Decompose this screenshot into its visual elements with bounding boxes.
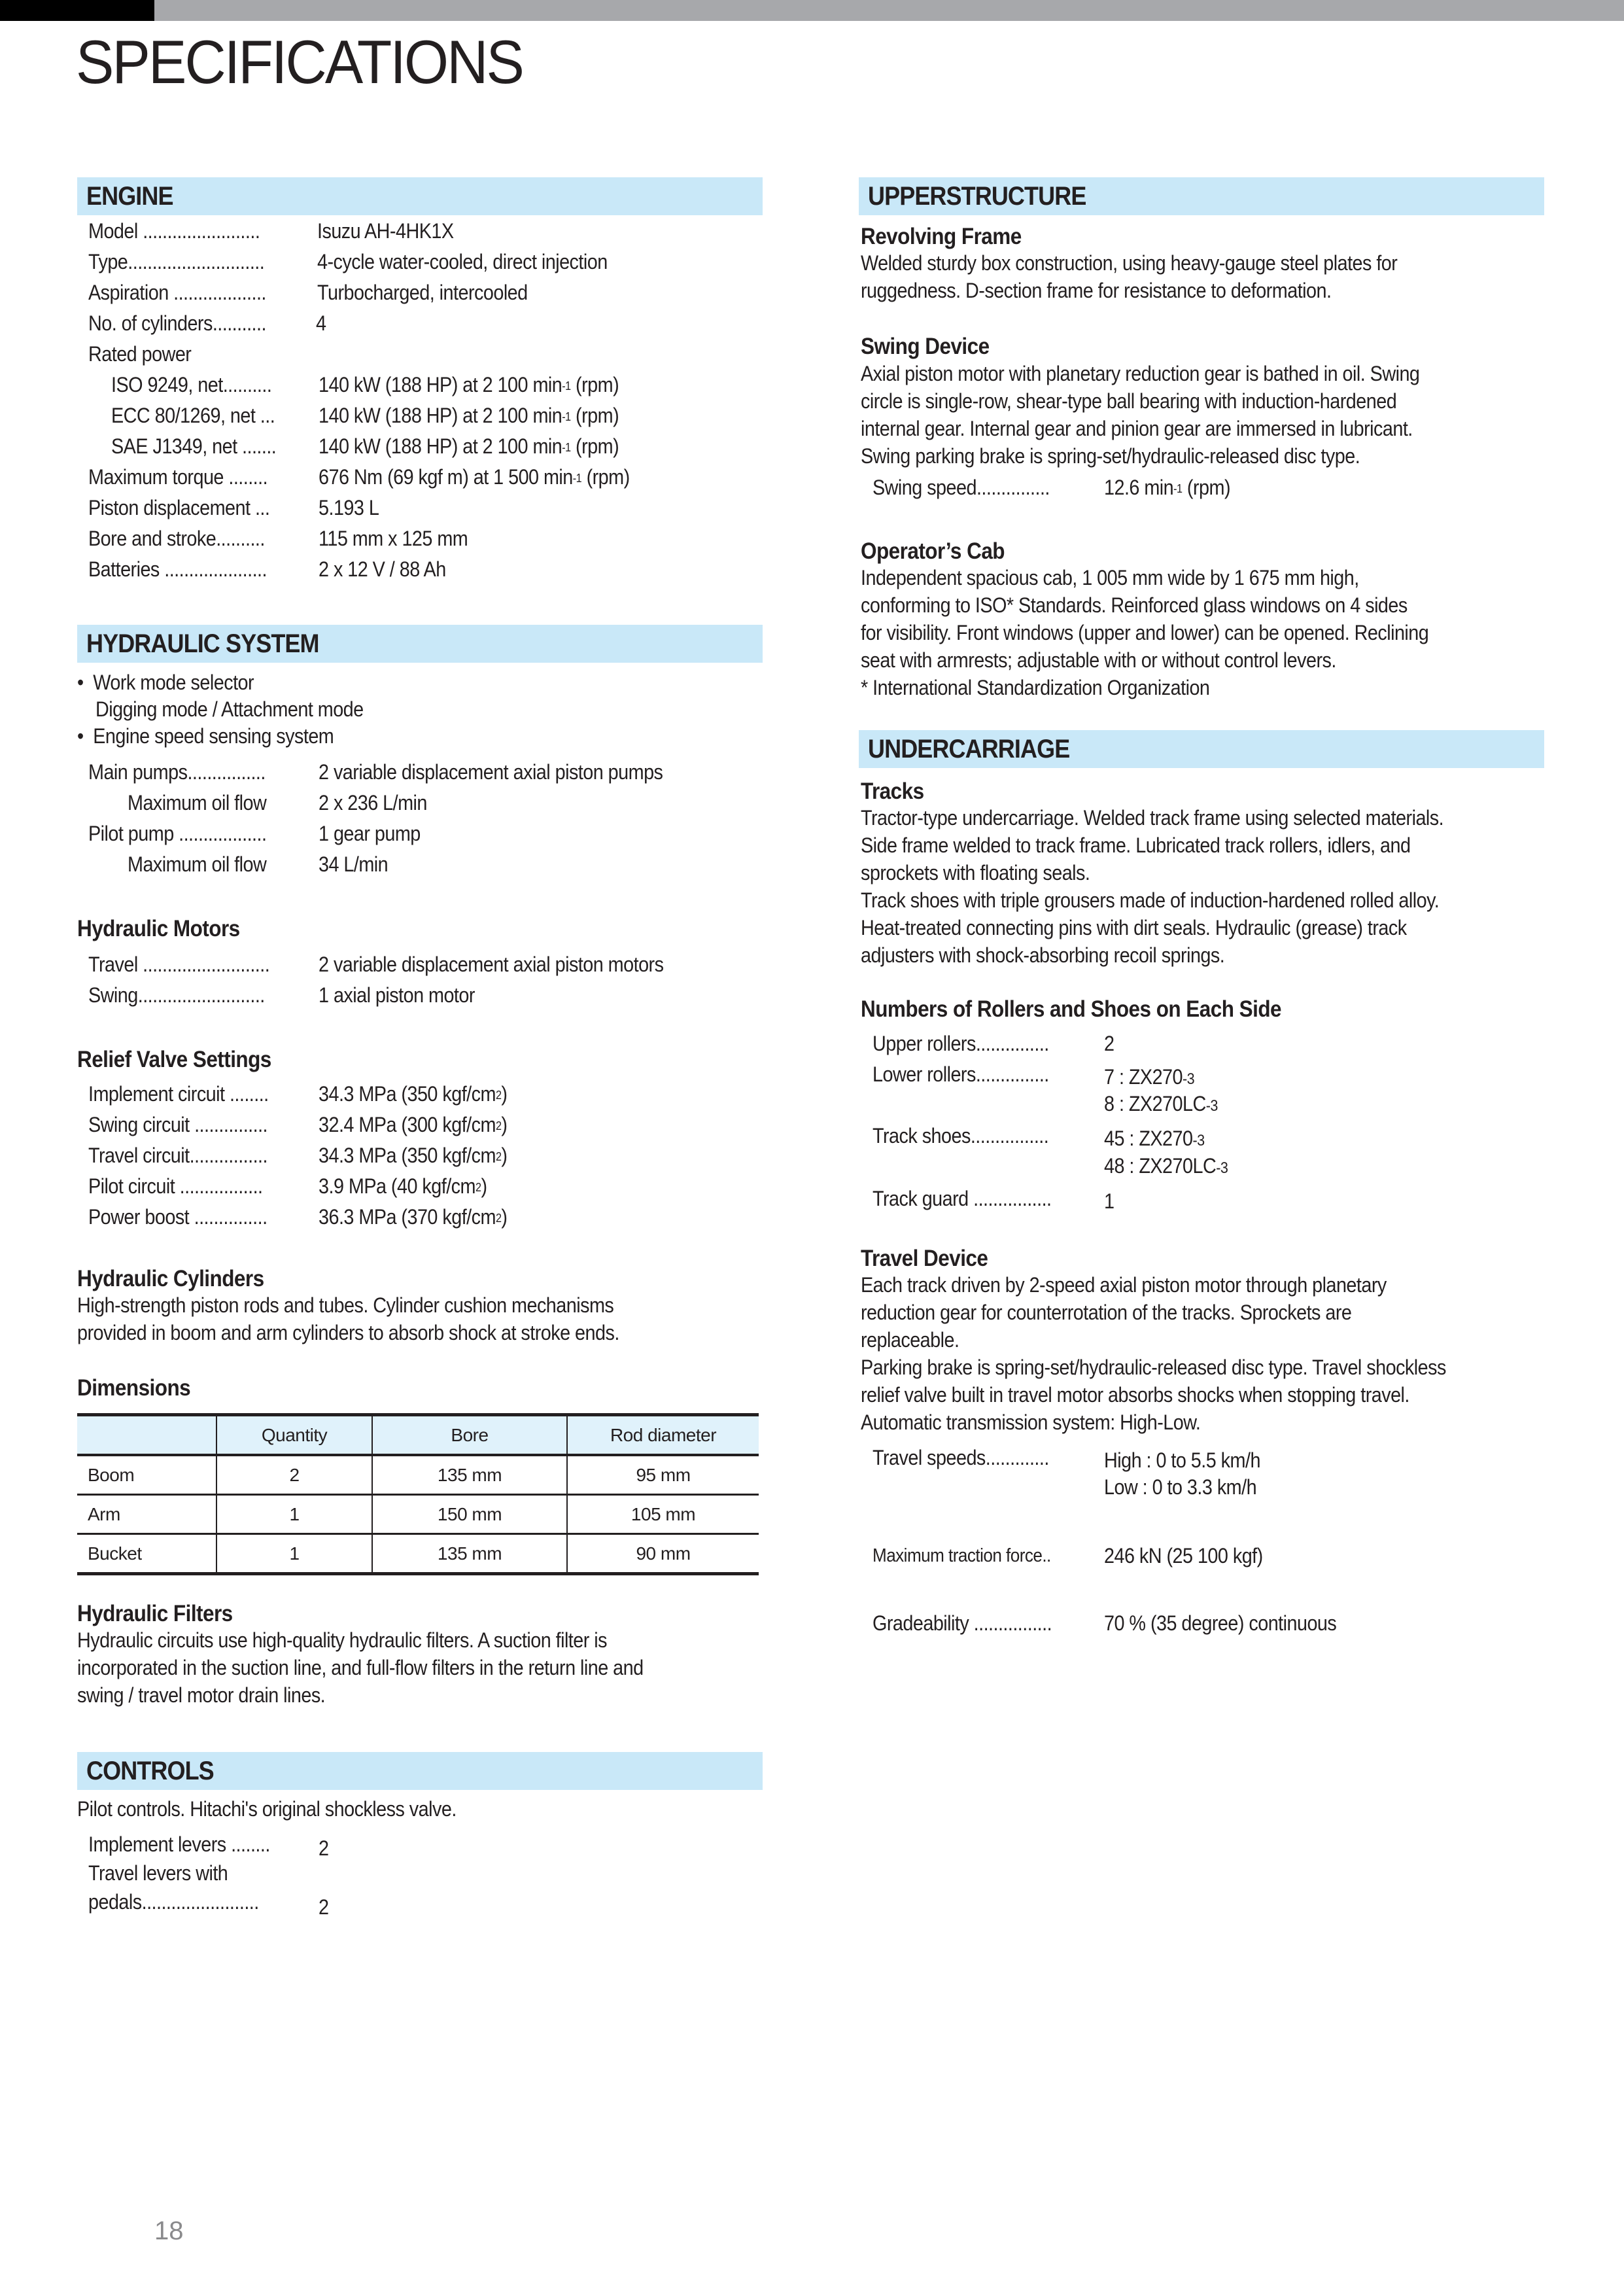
section-header-hydraulic-system	[77, 625, 763, 663]
paragraph-line: seat with armrests; adjustable with or without control levers.	[861, 648, 1336, 672]
bullet-subtext: Digging mode / Attachment mode	[95, 697, 364, 721]
spec-value: Isuzu AH-4HK1X	[317, 219, 454, 243]
spec-value: 140 kW (188 HP) at 2 100 $\min^{-1} (rpm)$	[319, 373, 619, 396]
spec-row-swing-circuit	[88, 1110, 762, 1139]
paragraph-line: Parking brake is spring-set/hydraulic-released disc type. Travel shockless	[861, 1356, 1446, 1379]
spec-label: Travel levers with	[88, 1861, 228, 1885]
bullet-icon: •	[77, 724, 84, 748]
spec-label: Track guard ................	[872, 1187, 1052, 1210]
spec-row-iso9249	[111, 370, 759, 399]
spec-label: Travel speeds.............	[872, 1446, 1049, 1469]
spec-row-pilot-oil-flow	[128, 850, 762, 879]
section-title: ENGINE	[86, 182, 173, 211]
spec-row-track-shoes-lc	[872, 1151, 1540, 1180]
spec-value: 70 % (35 degree) continuous	[1104, 1611, 1337, 1635]
paragraph-line: sprockets with floating seals.	[861, 861, 1090, 885]
spec-label: Aspiration ...................	[88, 281, 266, 304]
section-title: UPPERSTRUCTURE	[868, 182, 1086, 211]
paragraph-line: relief valve built in travel motor absorbs shocks when stopping travel.	[861, 1383, 1409, 1407]
spec-row-rated-power	[88, 340, 762, 368]
spec-row-travel-speeds-low	[872, 1473, 1540, 1501]
spec-label: Model ........................	[88, 219, 260, 243]
spec-label: ECC 80/1269, net ...	[111, 404, 275, 427]
spec-value: 1 gear pump	[319, 822, 421, 845]
spec-label: Upper rollers...............	[872, 1032, 1049, 1055]
section-title: UNDERCARRIAGE	[868, 735, 1070, 763]
table-header-cell	[77, 1415, 216, 1456]
bullet-item-work-mode	[77, 669, 254, 696]
spec-row-travel-speeds	[872, 1443, 1540, 1472]
table-row	[77, 1495, 759, 1534]
paragraph-line: Heat-treated connecting pins with dirt seals. Hydraulic (grease) track	[861, 916, 1407, 939]
subsection-title-rollers-shoes: Numbers of Rollers and Shoes on Each Side	[861, 996, 1282, 1022]
bullet-text: Engine speed sensing system	[93, 724, 334, 748]
table-cell: 2	[216, 1455, 372, 1495]
spec-value: 12.6 $\min^{-1} (rpm)$	[1104, 476, 1231, 499]
paragraph-line: adjusters with shock-absorbing recoil springs.	[861, 943, 1225, 967]
table-header-cell: Quantity	[216, 1415, 372, 1456]
footnote: * International Standardization Organization	[861, 676, 1210, 699]
spec-row-torque	[88, 463, 762, 491]
spec-row-displacement	[88, 493, 762, 522]
spec-value: 8 : ZX270LC-3	[1104, 1092, 1218, 1115]
spec-row-traction-force	[872, 1541, 1540, 1570]
spec-value: 246 kN (25 100 kgf)	[1104, 1544, 1263, 1568]
paragraph-line: circle is single-row, shear-type ball bearing with induction-hardened	[861, 389, 1397, 413]
paragraph-line: Side frame welded to track frame. Lubricated track rollers, idlers, and	[861, 833, 1411, 857]
spec-value: 3.9 MPa (40 kgf/$cm^2$)	[319, 1174, 487, 1198]
spec-value: 4	[316, 311, 326, 335]
controls-intro: Pilot controls. Hitachi's original shockless valve.	[77, 1797, 457, 1821]
table-cell: 1	[216, 1534, 372, 1574]
bullet-icon: •	[77, 671, 84, 694]
spec-value: 2	[319, 1895, 329, 1919]
table-row	[77, 1534, 759, 1574]
spec-label: Travel ..........................	[88, 953, 270, 976]
spec-row-bore-stroke	[88, 524, 762, 553]
subsection-title-swing-device: Swing Device	[861, 334, 990, 359]
paragraph-line: for visibility. Front windows (upper and lower) can be opened. Reclining	[861, 621, 1429, 644]
spec-value: 7 : ZX270-3	[1104, 1065, 1195, 1089]
spec-value: 676 Nm (69 kgf m) at 1 500 $\min^{-1} (rpm)$	[319, 465, 630, 489]
subsection-title-hydraulic-filters: Hydraulic Filters	[77, 1601, 233, 1626]
spec-row-lower-rollers-lc	[872, 1089, 1540, 1118]
table-cell: 135 mm	[372, 1455, 567, 1495]
spec-value: Low : 0 to 3.3 km/h	[1104, 1475, 1257, 1499]
spec-label: Rated power	[88, 342, 192, 366]
table-cell: Arm	[88, 1503, 120, 1524]
spec-row-batteries	[88, 555, 762, 584]
paragraph-line: Hydraulic circuits use high-quality hydraulic filters. A suction filter is	[77, 1628, 607, 1652]
table-header-cell: Bore	[372, 1415, 567, 1456]
spec-label: Pilot circuit .................	[88, 1174, 263, 1198]
paragraph-line: Tractor-type undercarriage. Welded track frame using selected materials.	[861, 806, 1444, 830]
table-cell: Bucket	[88, 1543, 142, 1564]
paragraph-line: Swing parking brake is spring-set/hydraulic-released disc type.	[861, 444, 1360, 468]
header-bar-black	[0, 0, 154, 21]
paragraph-line: replaceable.	[861, 1328, 959, 1352]
subsection-title-hydraulic-motors: Hydraulic Motors	[77, 916, 240, 941]
spec-value: 34.3 MPa (350 kgf/$cm^2$)	[319, 1144, 508, 1167]
spec-label: Swing speed...............	[872, 476, 1050, 499]
subsection-title-travel-device: Travel Device	[861, 1246, 988, 1271]
page-title: SPECIFICATIONS	[76, 27, 523, 96]
spec-value: 115 mm x 125 mm	[319, 527, 468, 550]
spec-value: 36.3 MPa (370 kgf/$cm^2$)	[319, 1205, 508, 1229]
spec-label: Piston displacement ...	[88, 496, 270, 519]
paragraph-line: Each track driven by 2-speed axial piston motor through planetary	[861, 1273, 1387, 1297]
table-cell: 95 mm	[567, 1455, 759, 1495]
spec-value: 1	[1104, 1189, 1114, 1213]
spec-row-travel-levers	[88, 1859, 762, 1887]
spec-row-type	[88, 247, 762, 276]
header-bar-grey	[154, 0, 1624, 21]
spec-value: 48 : ZX270LC-3	[1104, 1154, 1228, 1178]
spec-label: Travel circuit................	[88, 1144, 268, 1167]
spec-label: Batteries .....................	[88, 557, 267, 581]
spec-row-power-boost	[88, 1202, 762, 1231]
spec-value: 140 kW (188 HP) at 2 100 $\min^{-1} (rpm)$	[319, 404, 619, 427]
table-cell: 90 mm	[567, 1534, 759, 1574]
spec-value: 2 variable displacement axial piston motors	[319, 953, 664, 976]
spec-row-track-shoes	[872, 1121, 1540, 1150]
spec-value: 34 L/min	[319, 852, 389, 876]
paragraph-line: provided in boom and arm cylinders to absorb shock at stroke ends.	[77, 1321, 619, 1344]
spec-label: Maximum oil flow	[128, 791, 267, 815]
spec-label: Maximum torque ........	[88, 465, 268, 489]
spec-row-pedals	[88, 1887, 762, 1919]
paragraph-line: Independent spacious cab, 1 005 mm wide by 1 675 mm high,	[861, 566, 1359, 589]
spec-label: Main pumps................	[88, 760, 266, 784]
spec-row-ecc	[111, 401, 759, 430]
spec-label: Lower rollers...............	[872, 1062, 1049, 1086]
spec-row-sae	[111, 432, 759, 461]
spec-row-swing-speed	[872, 473, 1540, 502]
spec-value: 34.3 MPa (350 kgf/$cm^2$)	[319, 1082, 508, 1106]
spec-value: 2 variable displacement axial piston pumps	[319, 760, 663, 784]
spec-row-pilot-pump	[88, 819, 762, 848]
spec-row-aspiration	[88, 278, 762, 307]
spec-label: Pilot pump ..................	[88, 822, 267, 845]
table-cell: 150 mm	[372, 1495, 567, 1534]
spec-value: 2 x 236 L/min	[319, 791, 427, 815]
spec-value: 140 kW (188 HP) at 2 100 $\min^{-1} (rpm)$	[319, 434, 619, 458]
spec-row-travel-motor	[88, 950, 762, 979]
spec-row-travel-circuit	[88, 1141, 762, 1170]
paragraph-line: Axial piston motor with planetary reduction gear is bathed in oil. Swing	[861, 362, 1420, 385]
bullet-text: Work mode selector	[93, 671, 254, 694]
paragraph-line: reduction gear for counterrotation of the tracks. Sprockets are	[861, 1301, 1352, 1324]
spec-row-main-oil-flow	[128, 788, 762, 817]
spec-label: pedals........................	[88, 1890, 259, 1914]
spec-label: Type............................	[88, 250, 265, 273]
paragraph-line: Welded sturdy box construction, using heavy-gauge steel plates for	[861, 251, 1398, 275]
section-header-engine	[77, 177, 763, 215]
spec-value: 2 x 12 V / 88 Ah	[319, 557, 446, 581]
spec-row-upper-rollers	[872, 1029, 1540, 1058]
spec-label: Swing circuit ...............	[88, 1113, 268, 1136]
spec-row-model	[88, 217, 762, 245]
paragraph-line: conforming to ISO* Standards. Reinforced glass windows on 4 sides	[861, 593, 1408, 617]
spec-value: 45 : ZX270-3	[1104, 1127, 1205, 1150]
spec-row-pilot-circuit	[88, 1172, 762, 1200]
dimensions-table	[77, 1413, 759, 1575]
section-title: CONTROLS	[86, 1757, 214, 1785]
paragraph-line: internal gear. Internal gear and pinion gear are immersed in lubricant.	[861, 417, 1413, 440]
spec-label: No. of cylinders...........	[88, 311, 266, 335]
paragraph-line: High-strength piston rods and tubes. Cylinder cushion mechanisms	[77, 1293, 614, 1317]
subsection-title-hydraulic-cylinders: Hydraulic Cylinders	[77, 1266, 264, 1291]
section-header-undercarriage	[859, 730, 1544, 768]
subsection-title-revolving-frame: Revolving Frame	[861, 224, 1022, 249]
table-cell: 105 mm	[567, 1495, 759, 1534]
table-header-row	[77, 1415, 759, 1456]
subsection-title-tracks: Tracks	[861, 779, 924, 804]
paragraph-line: Track shoes with triple grousers made of induction-hardened rolled alloy.	[861, 888, 1440, 912]
spec-row-cylinders	[88, 309, 762, 338]
paragraph-line: Automatic transmission system: High-Low.	[861, 1410, 1201, 1434]
spec-row-main-pumps	[88, 758, 762, 786]
paragraph-line: incorporated in the suction line, and full-flow filters in the return line and	[77, 1656, 644, 1679]
spec-label: SAE J1349, net .......	[111, 434, 277, 458]
table-cell: Boom	[88, 1464, 135, 1485]
spec-label: Gradeability ................	[872, 1611, 1052, 1635]
subsection-title-dimensions: Dimensions	[77, 1375, 191, 1401]
spec-value: 5.193 L	[319, 496, 379, 519]
paragraph-line: swing / travel motor drain lines.	[77, 1683, 326, 1707]
bullet-item-speed-sensing	[77, 722, 334, 750]
spec-label: ISO 9249, net..........	[111, 373, 272, 396]
subsection-title-relief-valve: Relief Valve Settings	[77, 1047, 271, 1072]
spec-label: Bore and stroke..........	[88, 527, 265, 550]
spec-label: Power boost ...............	[88, 1205, 268, 1229]
table-header-cell: Rod diameter	[567, 1415, 759, 1456]
spec-value: Turbocharged, intercooled	[317, 281, 528, 304]
spec-row-track-guard	[872, 1184, 1540, 1213]
subsection-title-operators-cab: Operator’s Cab	[861, 538, 1005, 564]
table-row	[77, 1455, 759, 1495]
spec-label: Maximum traction force..	[872, 1545, 1051, 1566]
spec-row-lower-rollers	[872, 1060, 1540, 1089]
page-number: 18	[154, 2216, 184, 2245]
spec-row-implement-levers	[88, 1830, 762, 1859]
spec-row-implement-circuit	[88, 1079, 762, 1108]
section-title: HYDRAULIC SYSTEM	[86, 629, 319, 658]
paragraph-line: ruggedness. D-section frame for resistance to deformation.	[861, 279, 1332, 302]
spec-value: 32.4 MPa (300 kgf/$cm^2$)	[319, 1113, 508, 1136]
spec-label: Track shoes................	[872, 1124, 1049, 1148]
spec-value: High : 0 to 5.5 km/h	[1104, 1448, 1260, 1472]
spec-row-swing-motor	[88, 981, 762, 1009]
spec-label: Maximum oil flow	[128, 852, 267, 876]
spec-row-gradeability	[872, 1609, 1540, 1638]
spec-value: 4-cycle water-cooled, direct injection	[317, 250, 608, 273]
spec-value: 2	[319, 1836, 329, 1860]
spec-label: Implement circuit ........	[88, 1082, 269, 1106]
spec-value: 1 axial piston motor	[319, 983, 475, 1007]
spec-label: Implement levers ........	[88, 1832, 270, 1856]
spec-value: 2	[1104, 1032, 1114, 1055]
spec-label: Swing..........................	[88, 983, 265, 1007]
table-cell: 135 mm	[372, 1534, 567, 1574]
table-cell: 1	[216, 1495, 372, 1534]
section-header-upperstructure	[859, 177, 1544, 215]
section-header-controls	[77, 1752, 763, 1790]
